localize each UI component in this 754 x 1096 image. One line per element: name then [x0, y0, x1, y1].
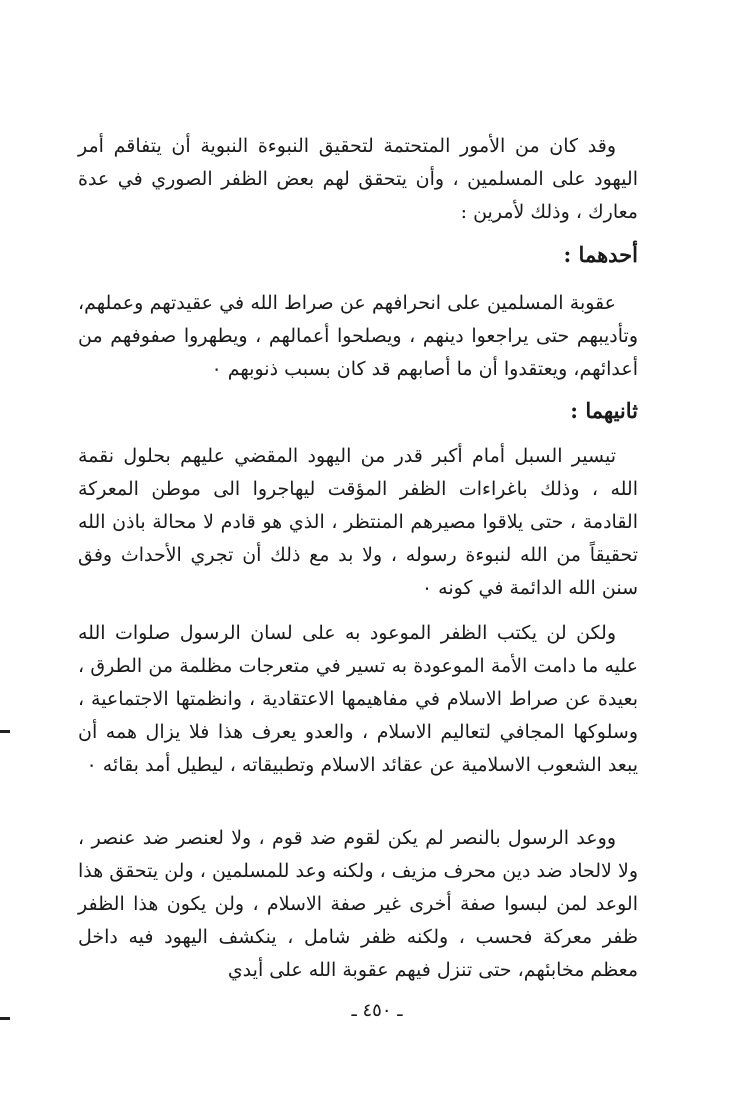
margin-mark — [0, 1017, 10, 1020]
paragraph-intro — [78, 130, 638, 229]
paragraph-text: عقوبة المسلمين على انحرافهم عن صراط الله في عقيدتهم وعملهم، وتأديبهم حتى يراجعوا دينهم ، ويصلحوا أعمالهم ، ويطهروا صفوفهم من أعدائهم، ويعتقدوا أن ما أصابهم قد كان بسبب ذنوبهم ٠ — [78, 292, 638, 380]
paragraph-text: وقد كان من الأمور المتحتمة لتحقيق النبوءة النبوية أن يتفاقم أمر اليهود على المسلمين ، وأن يتحقق لهم بعض الظفر الصوري في عدة معارك ، وذلك لأمرين : — [78, 135, 638, 223]
paragraph-first-reason — [78, 287, 638, 386]
paragraph-text: ووعد الرسول بالنصر لم يكن لقوم ضد قوم ، ولا لعنصر ضد عنصر ، ولا لالحاد ضد دين محرف مزيف ، ولكنه وعد للمسلمين ، ولن يتحقق هذا الوعد لمن لبسوا صفة أخرى غير صفة الاسلام ، ولن يكون هذا الظفر ظفر معركة فحسب ، ولكنه ظفر شامل ، ينكشف اليهود فيه داخل معظم مخابئهم، حتى تنزل فيهم عقوبة الله على أيدي — [78, 827, 638, 981]
paragraph-second-reason — [78, 440, 638, 605]
heading-first-reason: أحدهما : — [563, 242, 638, 267]
heading-second-reason: ثانيهما : — [570, 398, 638, 423]
paragraph-text: ولكن لن يكتب الظفر الموعود به على لسان الرسول صلوات الله عليه ما دامت الأمة الموعودة به تسير في متعرجات مظلمة من الطرق ، بعيدة عن صراط الاسلام في مفاهيمها الاعتقادية ، وانظمتها الاجتماعية ، وسلوكها المجافي لتعاليم الاسلام ، والعدو يعرف هذا فلا يزال همه أن يبعد الشعوب الاسلامية عن عقائد الاسلام وتطبيقاته ، ليطيل أمد بقائه ٠ — [78, 622, 638, 776]
page-number: ـ ٤٥٠ ـ — [351, 1000, 403, 1021]
paragraph-promised-victory — [78, 617, 638, 782]
paragraph-text: تيسير السبل أمام أكبر قدر من اليهود المقضي عليهم بحلول نقمة الله ، وذلك باغراءات الظفر المؤقت ليهاجروا الى موطن المعركة القادمة ، حتى يلاقوا مصيرهم المنتظر ، الذي هو قادم لا محالة باذن الله تحقيقاً من الله لنبوءة رسوله ، ولا بد مع ذلك أن تجري الأحداث وفق سنن الله الدائمة في كونه ٠ — [78, 445, 638, 599]
paragraph-prophet-promise — [78, 822, 638, 987]
margin-mark — [0, 730, 10, 733]
